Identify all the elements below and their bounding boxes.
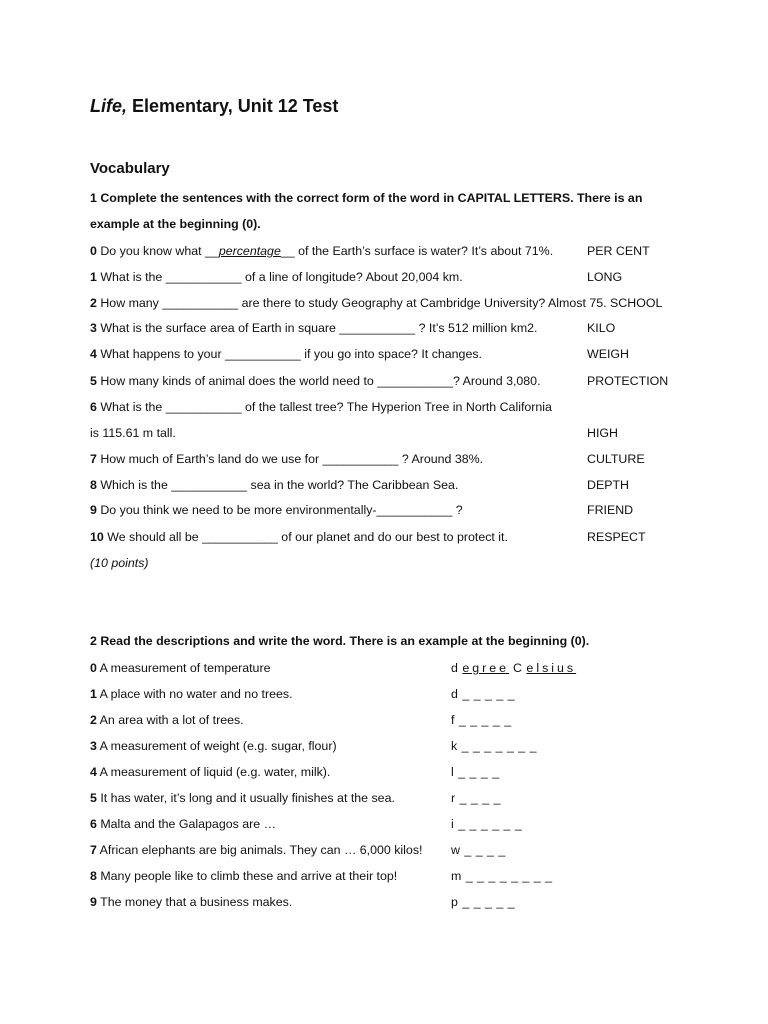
item-text: A measurement of weight (e.g. sugar, flour)	[96, 739, 337, 753]
cue-word: FRIEND	[587, 503, 634, 517]
item-number: 3	[90, 321, 97, 335]
exercise-1-item	[90, 293, 662, 313]
exercise-1-points: (10 points)	[90, 556, 149, 570]
exercise-1-instruction: 1 Complete the sentences with the correct form of the word in CAPITAL LETTERS. There is an example at the beginning (0).	[90, 191, 643, 231]
hint: m _ _ _ _ _ _ _ _	[451, 869, 553, 883]
exercise-1-item	[90, 318, 616, 338]
item-number: 2	[90, 713, 97, 727]
title-italic: Life,	[90, 96, 128, 116]
item-text: Many people like to climb these and arrive at their top!	[96, 869, 398, 883]
item-text: A measurement of liquid (e.g. water, milk).	[96, 765, 331, 779]
item-number: 0	[90, 244, 97, 258]
cue-word: PROTECTION	[587, 374, 669, 388]
item-number: 1	[90, 687, 97, 701]
cue-word: CULTURE	[587, 452, 645, 466]
item-number: 8	[90, 478, 97, 492]
item-text: We should all be ___________ of our planet and do our best to protect it.	[103, 530, 508, 544]
cue-word: RESPECT	[587, 530, 646, 544]
cue-word: KILO	[587, 321, 616, 335]
item-number: 7	[90, 452, 97, 466]
exercise-2-item	[90, 684, 516, 704]
exercise-1-example	[90, 241, 650, 261]
exercise-2-item	[90, 840, 506, 860]
example-answer: percentage	[218, 244, 281, 258]
cue-word: DEPTH	[587, 478, 629, 492]
cue-word: PER CENT	[587, 244, 650, 258]
cue-word: SCHOOL	[610, 296, 663, 310]
exercise-2-item	[90, 892, 516, 912]
exercise-2-item	[90, 788, 501, 808]
exercise-1-item	[90, 344, 629, 364]
cue-word: HIGH	[587, 426, 618, 440]
hint-mid: C	[509, 661, 523, 675]
item-number: 7	[90, 843, 97, 857]
hint: l _ _ _ _	[451, 765, 500, 779]
cue-word: WEIGH	[587, 347, 629, 361]
exercise-2-item	[90, 866, 553, 886]
exercise-2-item	[90, 736, 538, 756]
exercise-1-item	[90, 527, 646, 547]
exercise-1-item	[90, 371, 669, 391]
item-number: 5	[90, 374, 97, 388]
hint: w _ _ _ _	[451, 843, 506, 857]
item-text: What is the ___________ of a line of longitude? About 20,004 km.	[96, 270, 463, 284]
exercise-2-item	[90, 710, 512, 730]
item-text: A measurement of temperature	[96, 661, 271, 675]
exercise-2-instruction: 2 Read the descriptions and write the word. There is an example at the beginning (0).	[90, 634, 590, 648]
item-number: 9	[90, 895, 97, 909]
hint: i _ _ _ _ _ _	[451, 817, 523, 831]
item-number: 0	[90, 661, 97, 675]
item-text: Which is the ___________ sea in the world? The Caribbean Sea.	[96, 478, 459, 492]
item-number: 5	[90, 791, 97, 805]
item-text: Do you think we need to be more environmentally-___________ ?	[96, 503, 463, 517]
item-number: 4	[90, 765, 97, 779]
item-text: How many kinds of animal does the world need to ___________? Around 3,080.	[96, 374, 541, 388]
item-text: How much of Earth’s land do we use for ___________ ? Around 38%.	[96, 452, 484, 466]
item-text: What is the surface area of Earth in square ___________ ? It’s 512 million km2.	[96, 321, 538, 335]
item-text: Malta and the Galapagos are …	[96, 817, 276, 831]
item-text: What happens to your ___________ if you go into space? It changes.	[96, 347, 482, 361]
section-heading: Vocabulary	[90, 160, 170, 177]
hint-answer: egree	[462, 661, 510, 675]
exercise-1-item-continued	[90, 423, 618, 443]
item-number: 6	[90, 817, 97, 831]
document-title	[90, 96, 338, 117]
example-hint	[451, 658, 576, 678]
cue-word: LONG	[587, 270, 623, 284]
exercise-1-item	[90, 500, 634, 520]
item-text: The money that a business makes.	[96, 895, 293, 909]
exercise-2-item	[90, 814, 523, 834]
exercise-1-item	[90, 475, 629, 495]
item-number: 10	[90, 530, 104, 544]
item-text: African elephants are big animals. They can … 6,000 kilos!	[96, 843, 423, 857]
item-number: 3	[90, 739, 97, 753]
hint: p _ _ _ _ _	[451, 895, 516, 909]
exercise-1-item	[90, 449, 645, 469]
item-text: A place with no water and no trees.	[96, 687, 293, 701]
hint: r _ _ _ _	[451, 791, 501, 805]
title-rest: Elementary, Unit 12 Test	[127, 96, 339, 116]
item-number: 8	[90, 869, 97, 883]
hint-first-letter: d	[451, 661, 459, 675]
example-before: Do you know what __	[96, 244, 219, 258]
exercise-1-item	[90, 397, 552, 417]
hint: k _ _ _ _ _ _ _	[451, 739, 538, 753]
item-text: An area with a lot of trees.	[96, 713, 244, 727]
item-number: 9	[90, 503, 97, 517]
exercise-2-item	[90, 762, 500, 782]
hint: d _ _ _ _ _	[451, 687, 516, 701]
item-text: How many ___________ are there to study Geography at Cambridge University? Almost 75.	[96, 296, 607, 310]
item-number: 1	[90, 270, 97, 284]
item-text: What is the ___________ of the tallest tree? The Hyperion Tree in North California	[96, 400, 552, 414]
item-text: is 115.61 m tall.	[90, 426, 176, 440]
hint: f _ _ _ _ _	[451, 713, 512, 727]
hint-answer: elsius	[526, 661, 577, 675]
item-number: 2	[90, 296, 97, 310]
item-number: 4	[90, 347, 97, 361]
exercise-1-item	[90, 267, 623, 287]
example-after: __ of the Earth’s surface is water? It’s about 71%.	[280, 244, 554, 258]
item-text: It has water, it’s long and it usually finishes at the sea.	[96, 791, 395, 805]
item-number: 6	[90, 400, 97, 414]
exercise-2-example	[90, 658, 577, 678]
